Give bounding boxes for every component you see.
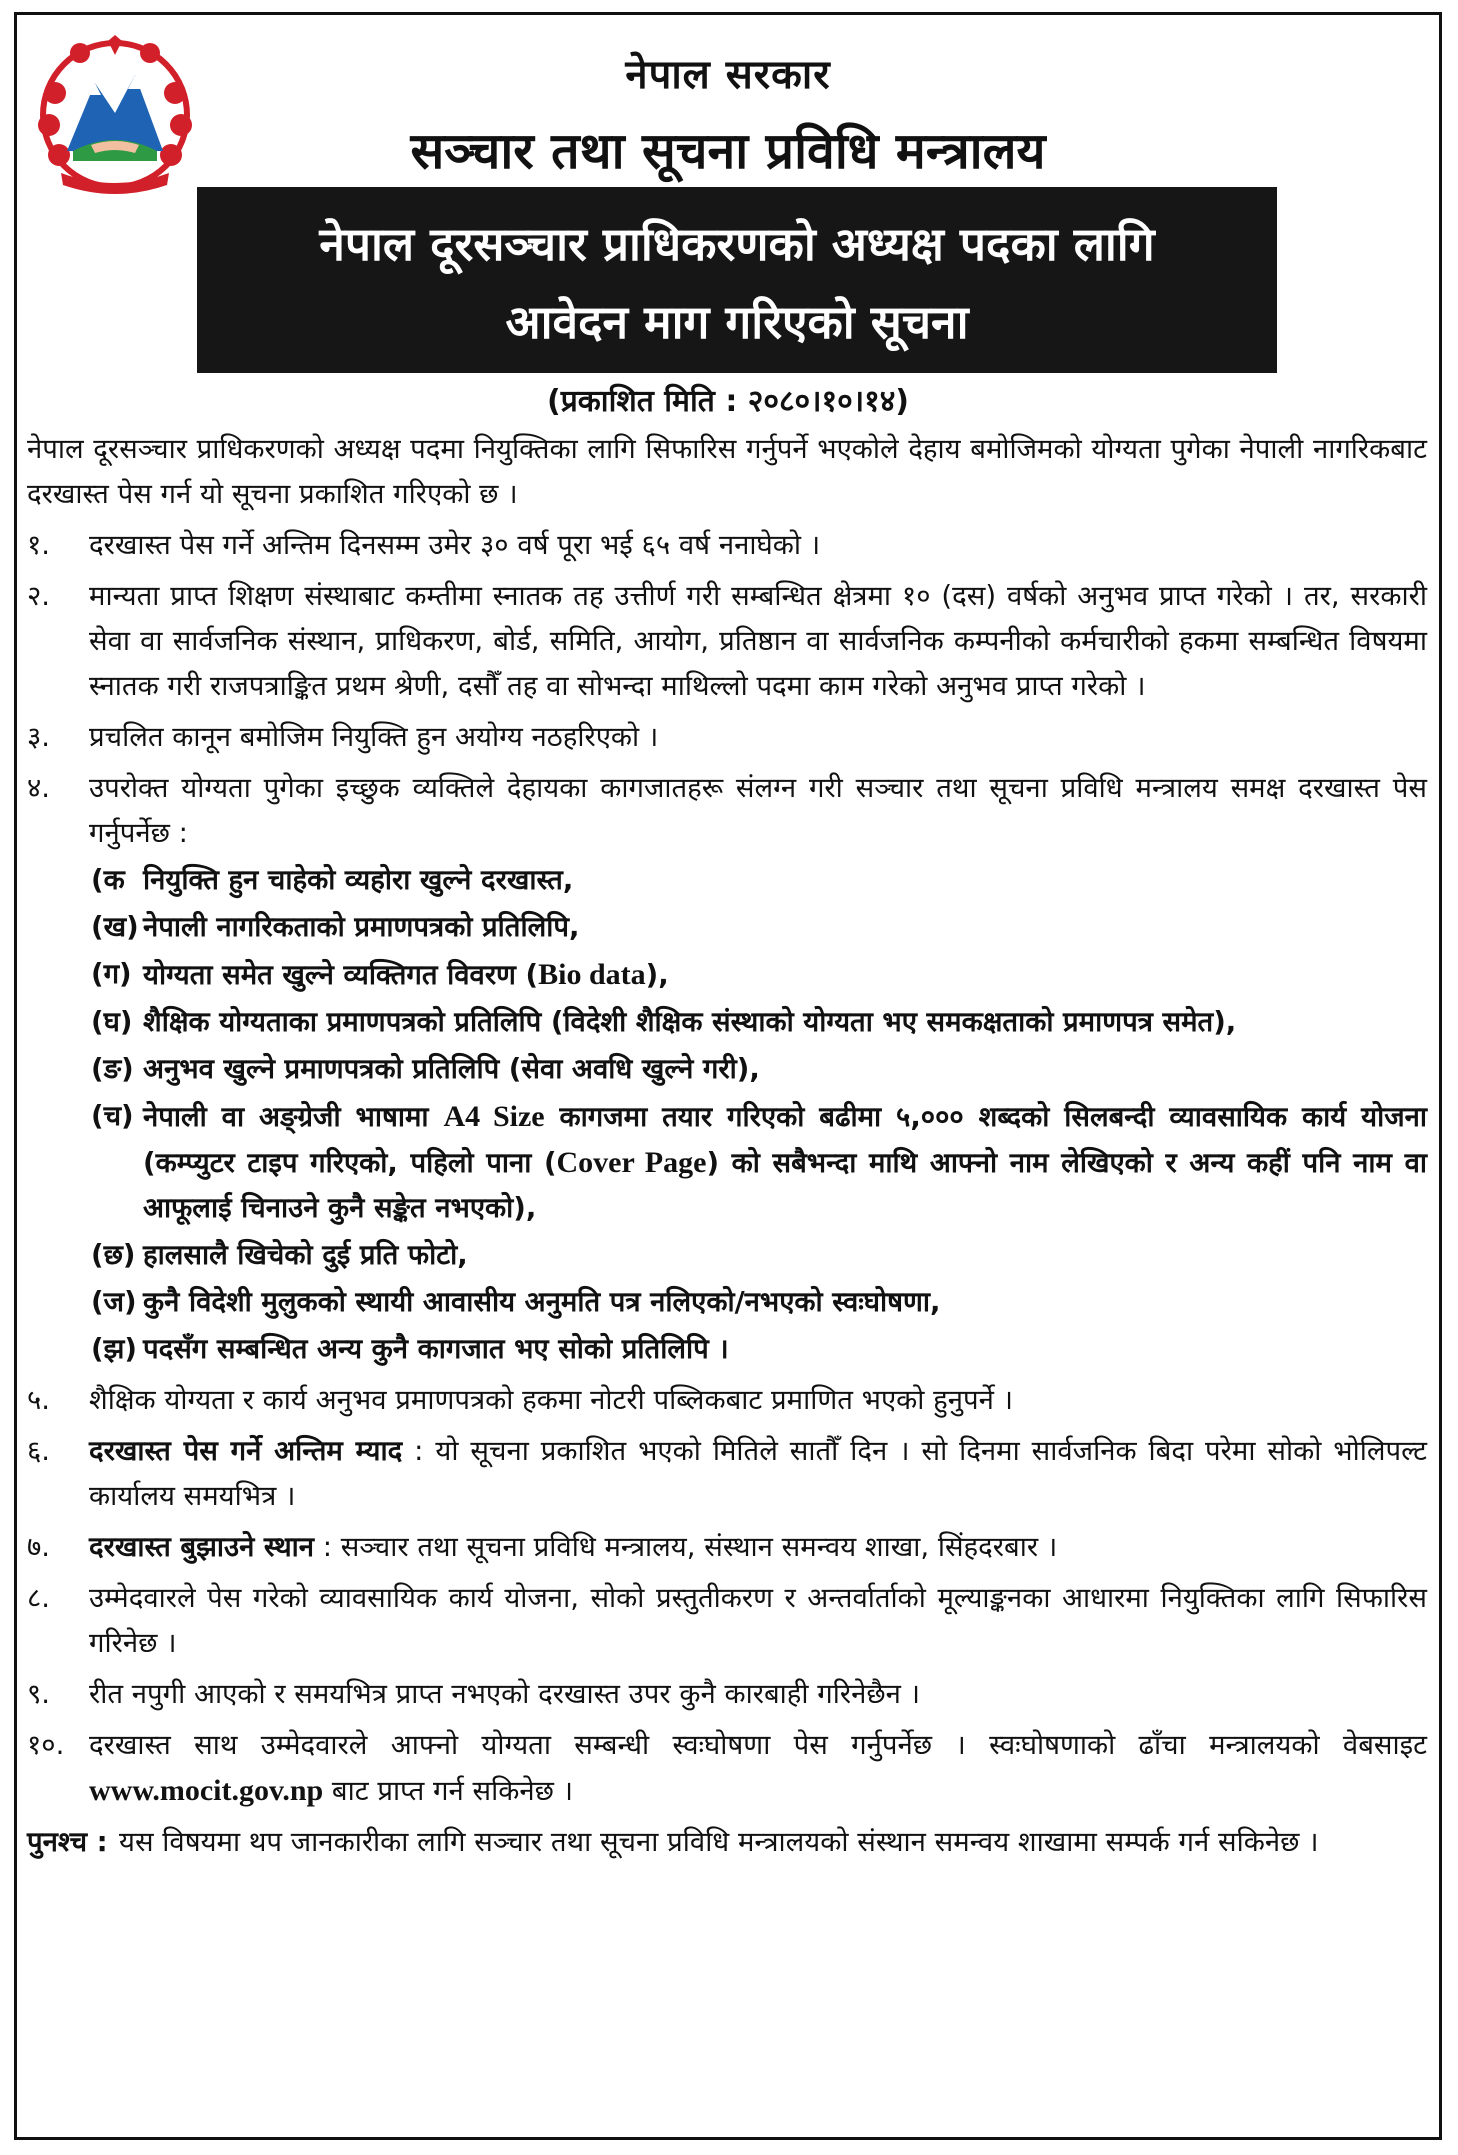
sublist-item: (ग) योग्यता समेत खुल्ने व्यक्तिगत विवरण (Bio data),	[91, 958, 669, 991]
postscript-note: पुनश्च : यस विषयमा थप जानकारीका लागि सञ्चार तथा सूचना प्रविधि मन्त्रालयको संस्थान समन्वय शाखामा सम्पर्क गर्न सकिनेछ ।	[27, 1826, 1319, 1858]
list-item: २. मान्यता प्राप्त शिक्षण संस्थाबाट कम्तीमा स्नातक तह उत्तीर्ण गरी सम्बन्धित क्षेत्रमा १० (दस) वर्षको अनुभव प्राप्त गरेको । तर, सरकारी सेवा वा सार्वजनिक संस्थान, प्राधिकरण, बोर्ड, समिति, आयोग, प्रतिष्ठान वा सार्वजनिक कम्पनीको कर्मचारीको हकमा सम्बन्धित विषयमा स्नातक गरी राजपत्राङ्कित प्रथम श्रेणी, दसौँ तह वा सोभन्दा माथिल्लो पदमा काम गरेको अनुभव प्राप्त गरेको ।	[27, 580, 1427, 702]
sublist-item: (क नियुक्ति हुन चाहेको व्यहोरा खुल्ने दरखास्त,	[91, 864, 574, 896]
sublist-item: (झ) पदसँग सम्बन्धित अन्य कुनै कागजात भए सोको प्रतिलिपि ।	[91, 1333, 729, 1365]
published-date: (प्रकाशित मिति : २०८०।१०।१४)	[546, 384, 910, 419]
list-item: ८. उम्मेदवारले पेस गरेको व्यावसायिक कार्य योजना, सोको प्रस्तुतीकरण र अन्तर्वार्ताको मूल्याङ्कनका आधारमा नियुक्तिका लागि सिफारिस गरिनेछ ।	[27, 1582, 1427, 1659]
notice-body	[27, 427, 1427, 1865]
government-title: नेपाल सरकार	[625, 52, 831, 98]
sublist-item: (च) नेपाली वा अङ्ग्रेजी भाषामा A4 Size कागजमा तयार गरिएको बढीमा ५,००० शब्दको सिलबन्दी व्यावसायिक कार्य योजना (कम्प्युटर टाइप गरिएको, पहिलो पाना (Cover Page) को सबैभन्दा माथि आफ्नो नाम लेखिएको र अन्य कहीं पनि नाम वा आफूलाई चिनाउने कुनै सङ्केत नभएको),	[91, 1100, 1427, 1224]
list-item: ३. प्रचलित कानून बमोजिम नियुक्ति हुन अयोग्य नठहरिएको ।	[27, 721, 659, 753]
list-item: ४. उपरोक्त योग्यता पुगेका इच्छुक व्यक्तिले देहायका कागजातहरू संलग्न गरी सञ्चार तथा सूचना प्रविधि मन्त्रालय समक्ष दरखास्त पेस गर्नुपर्नेछ :	[27, 772, 1427, 849]
list-item: १. दरखास्त पेस गर्ने अन्तिम दिनसम्म उमेर ३० वर्ष पूरा भई ६५ वर्ष ननाघेको ।	[27, 529, 821, 561]
banner-line-1: नेपाल दूरसञ्चार प्राधिकरणको अध्यक्ष पदका लागि	[319, 217, 1155, 271]
notice-page	[14, 12, 1442, 2140]
list-item: ७. दरखास्त बुझाउने स्थान : सञ्चार तथा सूचना प्रविधि मन्त्रालय, संस्थान समन्वय शाखा, सिंहदरबार ।	[27, 1531, 1058, 1563]
list-item: ५. शैक्षिक योग्यता र कार्य अनुभव प्रमाणपत्रको हकमा नोटरी पब्लिकबाट प्रमाणित भएको हुनुपर्ने ।	[27, 1384, 1014, 1416]
intro-paragraph: नेपाल दूरसञ्चार प्राधिकरणको अध्यक्ष पदमा नियुक्तिका लागि सिफारिस गर्नुपर्ने भएकोले देहाय बमोजिमको योग्यता पुगेका नेपाली नागरिकबाट दरखास्त पेस गर्न यो सूचना प्रकाशित गरिएको छ ।	[27, 433, 1427, 510]
ministry-title: सञ्चार तथा सूचना प्रविधि मन्त्रालय	[410, 122, 1046, 180]
list-item: ९. रीत नपुगी आएको र समयभित्र प्राप्त नभएको दरखास्त उपर कुनै कारबाही गरिनेछैन ।	[27, 1678, 921, 1710]
website-link[interactable]: www.mocit.gov.np	[89, 1774, 324, 1807]
sublist-item: (घ) शैक्षिक योग्यताका प्रमाणपत्रको प्रतिलिपि (विदेशी शैक्षिक संस्थाको योग्यता भए समकक्षताको प्रमाणपत्र समेत),	[91, 1006, 1237, 1038]
notice-title-banner	[197, 187, 1277, 373]
sublist-item: (ज) कुनै विदेशी मुलुकको स्थायी आवासीय अनुमति पत्र नलिएको/नभएको स्वःघोषणा,	[91, 1286, 941, 1318]
list-item: ६. दरखास्त पेस गर्ने अन्तिम म्याद : यो सूचना प्रकाशित भएको मितिले सातौँ दिन । सो दिनमा सार्वजनिक बिदा परेमा सोको भोलिपल्ट कार्यालय समयभित्र ।	[27, 1435, 1427, 1512]
list-item: १०. दरखास्त साथ उम्मेदवारले आफ्नो योग्यता सम्बन्धी स्वःघोषणा पेस गर्नुपर्नेछ । स्वःघोषणाको ढाँचा मन्त्रालयको वेबसाइट www.mocit.gov.np बाट प्राप्त गर्न सकिनेछ ।	[27, 1729, 1427, 1807]
sublist-item: (ख) नेपाली नागरिकताको प्रमाणपत्रको प्रतिलिपि,	[91, 911, 580, 943]
banner-line-2: आवेदन माग गरिएको सूचना	[505, 295, 969, 349]
sublist-item: (ङ) अनुभव खुल्ने प्रमाणपत्रको प्रतिलिपि (सेवा अवधि खुल्ने गरी),	[91, 1053, 760, 1085]
document-sublist	[27, 858, 1427, 1372]
sublist-item: (छ) हालसालै खिचेको दुई प्रति फोटो,	[91, 1239, 468, 1271]
